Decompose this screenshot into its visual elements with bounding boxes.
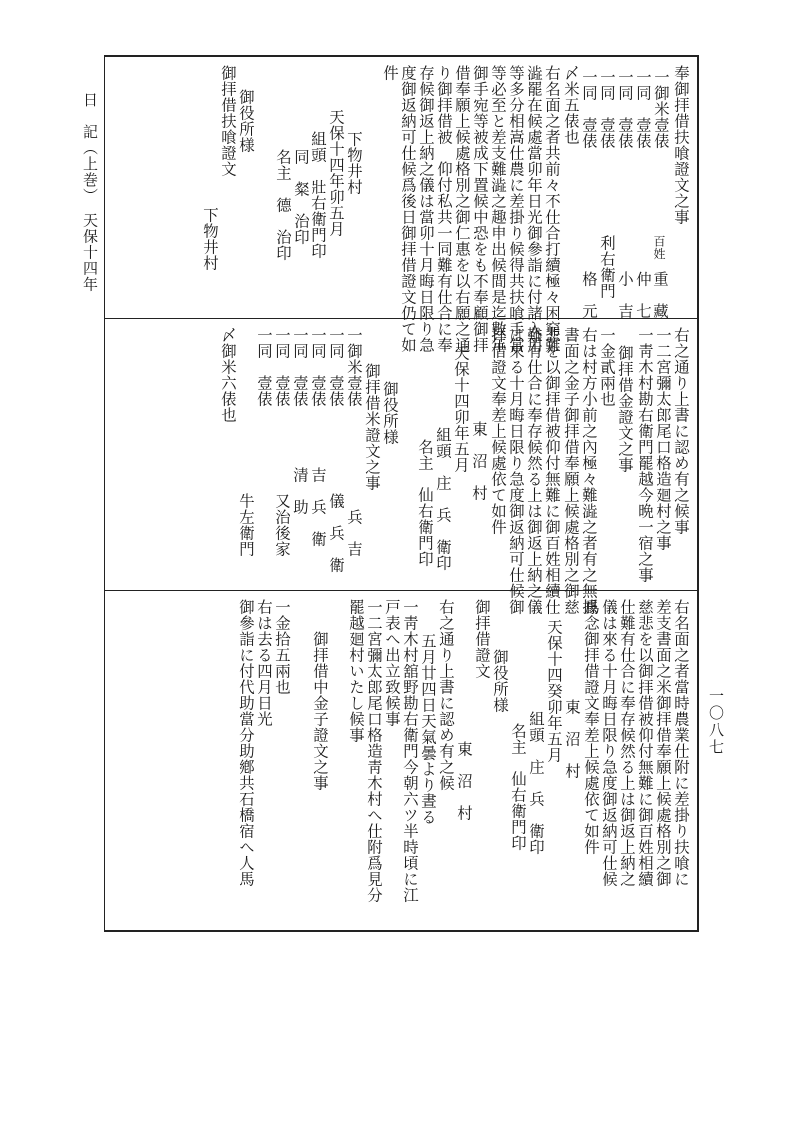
text-column: 一金貳兩也: [598, 327, 616, 407]
text-column: 度御返納可仕候爲後日御拝借證文仍て如: [399, 65, 417, 353]
text-column: 仕難有仕合に奉存候然る上は御返上納之: [618, 599, 636, 887]
text-column: 一同 壹俵: [291, 327, 309, 407]
text-column: 奉御拝借扶喰證文之事: [672, 65, 690, 225]
text-column: り御拝借被 仰付私共一同難有仕合に奉: [435, 65, 453, 353]
text-column: 名主 德 治印: [274, 149, 292, 261]
text-column: 儀は來る十月晦日限り急度御返納可仕候: [600, 599, 618, 887]
text-column: 一同 壹俵: [327, 327, 345, 407]
text-column: 天保十四卯年五月: [452, 345, 470, 473]
text-column: 仲 七: [634, 271, 652, 319]
text-column: 儀 兵 衛: [327, 493, 345, 573]
text-column: 御拝借扶喰證文: [219, 65, 237, 177]
text-column: 一同 壹俵: [616, 69, 634, 149]
text-column: 爲念御拝借證文奉差上候處依て如件: [582, 599, 600, 855]
text-column: 一同 壹俵: [309, 327, 327, 407]
page-number: 一〇八七: [707, 688, 725, 756]
text-column: 利右衛門: [598, 235, 616, 299]
text-column: 組頭 壯右衛門印: [309, 131, 327, 259]
text-column: 一靑木村舘野勘右衛門今朝六ツ半時頃に江: [401, 599, 419, 903]
text-block-middle: [105, 319, 700, 615]
text-column: 罷越廻村いたし候事: [347, 599, 365, 743]
text-column: 御役所様: [381, 381, 399, 445]
text-column: 右名面之者當時農業仕附に差掛り扶喰に: [672, 599, 690, 887]
text-column: 重 藏: [651, 271, 669, 319]
text-column: 東 沼 村: [563, 699, 581, 779]
text-column: 戸表へ出立致候事: [383, 599, 401, 727]
text-column: 御拝借金證文之事: [616, 345, 634, 473]
text-column: 右之通り上書に認め有之候: [437, 599, 455, 791]
text-column: 御拝借證文: [473, 599, 491, 679]
text-column: 東 沼 村: [455, 741, 473, 821]
text-column: 一同 壹俵: [580, 69, 598, 149]
text-frame: [104, 55, 699, 932]
text-column: 御參詣に付代助當分助鄕共石橋宿へ人馬: [237, 599, 255, 887]
text-column: 御役所様: [491, 649, 509, 713]
text-column: 御拝借米證文之事: [363, 363, 381, 491]
text-column: 一靑木村勘右衛門罷越今晩一宿之事: [636, 327, 654, 583]
text-column: 件: [381, 65, 399, 81]
text-column: 借奉願上候處格別之御仁惠を以右願之通: [453, 65, 471, 353]
text-column: 御役所様: [237, 89, 255, 153]
text-column: 一同 壹俵: [273, 327, 291, 407]
text-column: 組頭 庄 兵 衛印: [527, 711, 545, 855]
text-column: 難有仕合に奉存候然る上は御返上納之儀: [525, 327, 543, 615]
text-block-upper: [105, 57, 700, 353]
text-column: 組頭 庄 兵 衛印: [434, 427, 452, 571]
text-column: 拝借證文奉差上候處依て如件: [489, 327, 507, 535]
text-column: 御手宛等被成下置候中恐をも不奉顧御拝: [471, 65, 489, 353]
text-column: 一御米壹俵: [345, 327, 363, 407]
text-block-lower: [105, 591, 700, 934]
text-column: 一同 壹俵: [255, 327, 273, 407]
text-column: 等必至と差支難澁之趣申出候間是迄數年: [489, 65, 507, 353]
text-column: 百姓: [652, 235, 666, 260]
text-column: 天保十四癸卯年五月: [545, 619, 563, 763]
text-column: 〆米五俵也: [562, 65, 580, 145]
text-column: 悲を以御拝借被仰付無難に御百姓相續仕: [543, 327, 561, 615]
text-column: 一二宮彌太郎尾口格造廻村之事: [654, 327, 672, 551]
text-column: 右之通り上書に認め有之候事: [672, 327, 690, 535]
text-column: 右名面之者共前々不仕合打續極々困窮難: [543, 65, 561, 353]
text-column: 等多分相嵩仕農に差掛り候得共扶喰手當: [507, 65, 525, 353]
text-column: 東 沼 村: [470, 421, 488, 501]
text-column: は來る十月晦日限り急度御返納可仕候御: [507, 327, 525, 615]
text-column: 清 助: [291, 467, 309, 515]
text-column: 存候御返上納之儀は當卯十月晦日限り急: [417, 65, 435, 353]
text-column: 一金拾五兩也: [273, 599, 291, 695]
text-column: 慈悲を以御拝借被仰付無難に御百姓相續: [636, 599, 654, 887]
text-column: 吉 兵 衛: [309, 467, 327, 547]
text-column: 差支書面之米御拝借奉願上候處格別之御: [654, 599, 672, 887]
text-column: 御拝借中金子證文之事: [311, 631, 329, 791]
text-column: 名主 仙右衛門印: [509, 723, 527, 851]
text-column: 牛左衛門: [237, 493, 255, 557]
text-column: 同 粲 治印: [292, 149, 310, 245]
text-column: 名主 仙右衛門印: [416, 439, 434, 567]
text-column: 〆御米六俵也: [219, 327, 237, 423]
text-column: 澁罷在候處當卯年日光御參詣に付諸入用: [525, 65, 543, 353]
text-column: 一二宮彌太郎尾口格造靑木村へ仕附爲見分: [365, 599, 383, 903]
text-column: 又治後家: [273, 493, 291, 557]
text-column: 天保十四年卯五月: [327, 109, 345, 237]
text-column: 一同 壹俵: [598, 69, 616, 149]
running-head: 日 記（上巻） 天保十四年: [81, 92, 99, 293]
text-column: 書面之金子御拝借奉願上候處格別之御慈: [562, 327, 580, 615]
text-column: 右は去る四月日光: [255, 599, 273, 727]
text-column: 兵 吉: [345, 509, 363, 557]
text-column: 下物井村: [201, 207, 219, 271]
text-column: 一同 壹俵: [634, 69, 652, 149]
text-column: 小 吉: [616, 271, 634, 319]
text-column: 格 元: [580, 271, 598, 319]
text-column: 右は村方小前之內極々難澁之者有之無據: [580, 327, 598, 615]
text-column: 一御米壹俵: [652, 69, 670, 149]
text-column: 五月廿四日天氣曇より晝る: [419, 633, 437, 825]
text-column: 下物井村: [345, 131, 363, 195]
